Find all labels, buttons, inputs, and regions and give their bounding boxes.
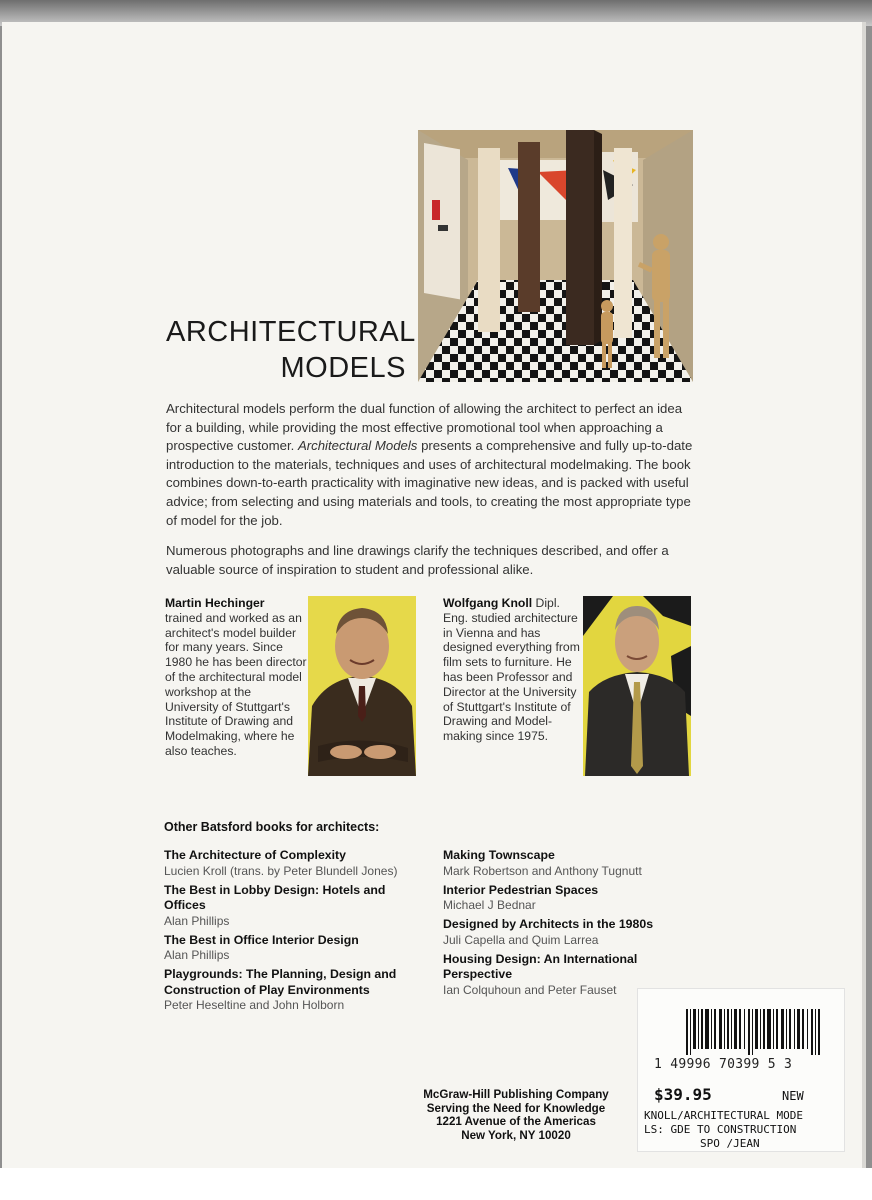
architectural-model-photo (418, 130, 693, 382)
book-title-line-1: ARCHITECTURAL (166, 316, 416, 348)
author-photo-hechinger (308, 596, 416, 776)
author-photo-knoll (583, 596, 691, 776)
list-item (443, 883, 693, 914)
book-author: Alan Phillips (164, 948, 230, 962)
book-author: Ian Colquhoun and Peter Fauset (443, 982, 617, 997)
scan-margin (0, 1168, 872, 1200)
book-author: Juli Capella and Quim Larrea (443, 932, 599, 947)
sticker-title-line-1: KNOLL/ARCHITECTURAL MODE (644, 1109, 803, 1122)
barcode-number: 1 49996 70399 5 3 (654, 1057, 793, 1072)
book-author: Mark Robertson and Anthony Tugnutt (443, 863, 642, 878)
price-sticker (637, 988, 845, 1152)
publisher-city: New York, NY 10020 (461, 1128, 571, 1142)
condition-label: NEW (782, 1089, 804, 1103)
description-text-cont: presents a comprehensive and fully up-to-date introduction to the materials, techniques and uses of architectural modelmaking. The book combines down-to-earth practicality with imaginative new ideas, and is packed with useful advice; from selecting and using materials and tools, to creating the most appropriate type of model for the job. (166, 438, 693, 528)
sticker-code-line: SPO /JEAN (700, 1137, 760, 1150)
barcode-icon (686, 1009, 821, 1055)
book-description (166, 400, 694, 591)
description-italic-title: Architectural Models (297, 438, 418, 454)
description-paragraph-2: Numerous photographs and line drawings clarify the techniques described, and offer a valuable source of inspiration to student and professional alike. (166, 543, 669, 577)
sticker-title-line-2: LS: GDE TO CONSTRUCTION (644, 1123, 797, 1136)
publisher-slogan: Serving the Need for Knowledge (426, 1101, 606, 1115)
book-title: The Best in Office Interior Design (164, 932, 359, 947)
author-bio-text: Dipl. Eng. studied architecture in Vienna and has designed everything from film sets to furniture. He has been Professor and Director at the University of Stuttgart's Institute of Drawing and Model-making since 1975. (443, 596, 580, 744)
book-title: Designed by Architects in the 1980s (443, 917, 654, 931)
author-bio-knoll (443, 596, 583, 744)
book-author: Alan Phillips (164, 913, 230, 928)
other-books-heading: Other Batsford books for architects: (164, 820, 380, 834)
description-text: Architectural models perform the dual function of allowing the architect to perfect an idea for a building, while providing the most effective promotional tool when approaching a prospective customer. (166, 401, 683, 454)
list-item (164, 933, 414, 964)
list-item (443, 848, 693, 879)
book-title: Housing Design: An International Perspective (443, 951, 638, 981)
list-item (164, 848, 414, 879)
book-title-line-2: MODELS (280, 352, 406, 384)
book-title: The Best in Lobby Design: Hotels and Offices (164, 882, 386, 912)
author-bio-text: trained and worked as an architect's model builder for many years. Since 1980 he has been director of the architectural model workshop at the University of Stuttgart's Institute of Drawing and Modelmaking, where he also teaches. (165, 610, 307, 758)
book-title: Making Townscape (443, 848, 555, 862)
price-label: $39.95 (654, 1085, 712, 1104)
list-item (443, 917, 693, 948)
other-books-right-column (443, 848, 693, 1002)
other-books-left-column (164, 848, 414, 1017)
book-author: Peter Heseltine and John Holborn (164, 998, 345, 1012)
publisher-name: McGraw-Hill Publishing Company (423, 1088, 609, 1101)
author-bio-hechinger (165, 596, 307, 759)
description-paragraph-1 (166, 400, 694, 530)
book-author: Lucien Kroll (trans. by Peter Blundell Jones) (164, 863, 398, 878)
book-author: Michael J Bednar (443, 898, 536, 912)
publisher-imprint (420, 1088, 612, 1142)
book-title: The Architecture of Complexity (164, 848, 346, 862)
list-item (164, 967, 414, 1013)
list-item (164, 883, 414, 929)
author-name: Martin Hechinger (165, 596, 265, 610)
book-title: Interior Pedestrian Spaces (443, 882, 599, 897)
publisher-street: 1221 Avenue of the Americas (436, 1115, 596, 1129)
book-title: Playgrounds: The Planning, Design and Construction of Play Environments (164, 967, 397, 997)
author-name: Wolfgang Knoll (443, 596, 533, 610)
